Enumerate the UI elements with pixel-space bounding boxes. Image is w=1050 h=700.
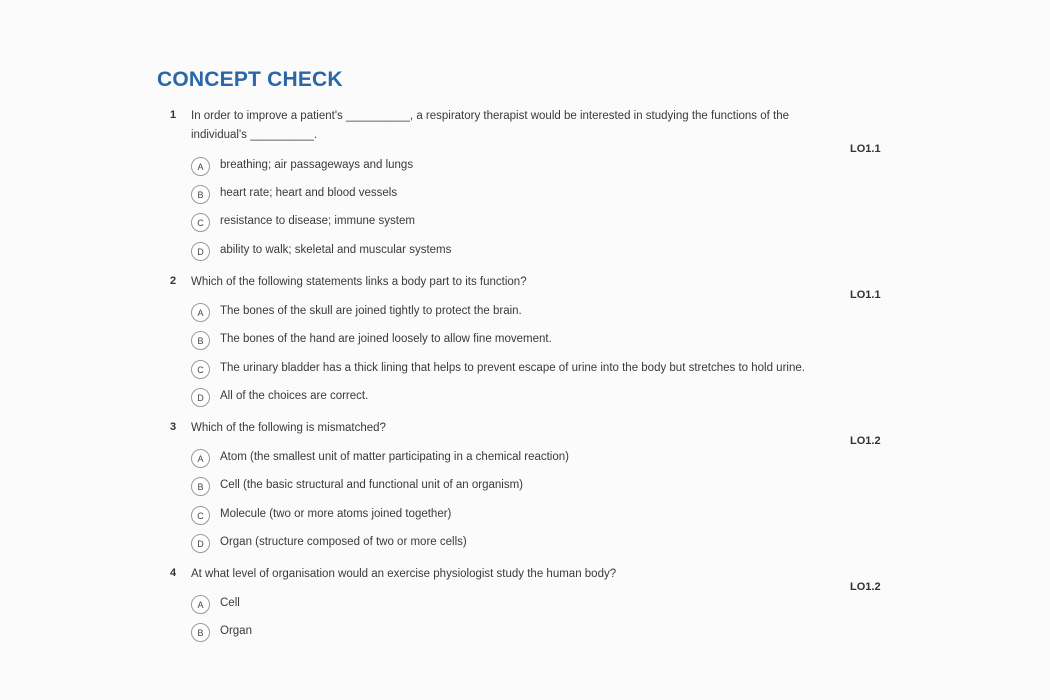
question-number: 3: [170, 421, 177, 433]
option-letter-bubble[interactable]: B: [191, 623, 210, 642]
option-letter-bubble[interactable]: D: [191, 242, 210, 261]
option-letter-bubble[interactable]: A: [191, 449, 210, 468]
option-text: Cell: [220, 597, 240, 609]
option-letter-bubble[interactable]: B: [191, 331, 210, 350]
question-text: Which of the following statements links a body part to its function?: [191, 276, 527, 288]
option-letter-bubble[interactable]: B: [191, 185, 210, 204]
option-letter-bubble[interactable]: C: [191, 506, 210, 525]
option-text: resistance to disease; immune system: [220, 215, 415, 227]
option-letter-bubble[interactable]: A: [191, 595, 210, 614]
learning-objective-label: LO1.1: [850, 143, 881, 155]
question-text: At what level of organisation would an exercise physiologist study the human body?: [191, 568, 617, 580]
question-number: 4: [170, 567, 177, 579]
option-letter-bubble[interactable]: A: [191, 157, 210, 176]
option-text: The urinary bladder has a thick lining that helps to prevent escape of urine into the body but stretches to hold urine.: [220, 362, 805, 374]
question-number: 2: [170, 275, 177, 287]
option-letter-bubble[interactable]: B: [191, 477, 210, 496]
option-letter-bubble[interactable]: D: [191, 388, 210, 407]
option-letter-bubble[interactable]: C: [191, 213, 210, 232]
question-text: In order to improve a patient's __________, a respiratory therapist would be interested in studying the functions of the individual's __________.: [191, 110, 790, 141]
question-number: 1: [170, 109, 177, 121]
option-text: Organ (structure composed of two or more cells): [220, 536, 467, 548]
option-text: heart rate; heart and blood vessels: [220, 187, 398, 199]
option-text: Cell (the basic structural and functional unit of an organism): [220, 479, 523, 491]
learning-objective-label: LO1.1: [850, 289, 881, 301]
option-text: ability to walk; skeletal and muscular systems: [220, 244, 452, 256]
option-letter-bubble[interactable]: C: [191, 360, 210, 379]
option-text: Atom (the smallest unit of matter participating in a chemical reaction): [220, 451, 569, 463]
option-text: All of the choices are correct.: [220, 390, 369, 402]
option-text: breathing; air passageways and lungs: [220, 159, 414, 171]
option-text: The bones of the skull are joined tightly to protect the brain.: [220, 305, 522, 317]
option-text: The bones of the hand are joined loosely to allow fine movement.: [220, 333, 552, 345]
question-text: Which of the following is mismatched?: [191, 422, 386, 434]
option-letter-bubble[interactable]: A: [191, 303, 210, 322]
option-text: Organ: [220, 625, 252, 637]
option-letter-bubble[interactable]: D: [191, 534, 210, 553]
learning-objective-label: LO1.2: [850, 435, 881, 447]
page-title: CONCEPT CHECK: [157, 68, 343, 91]
option-text: Molecule (two or more atoms joined together): [220, 508, 452, 520]
learning-objective-label: LO1.2: [850, 581, 881, 593]
